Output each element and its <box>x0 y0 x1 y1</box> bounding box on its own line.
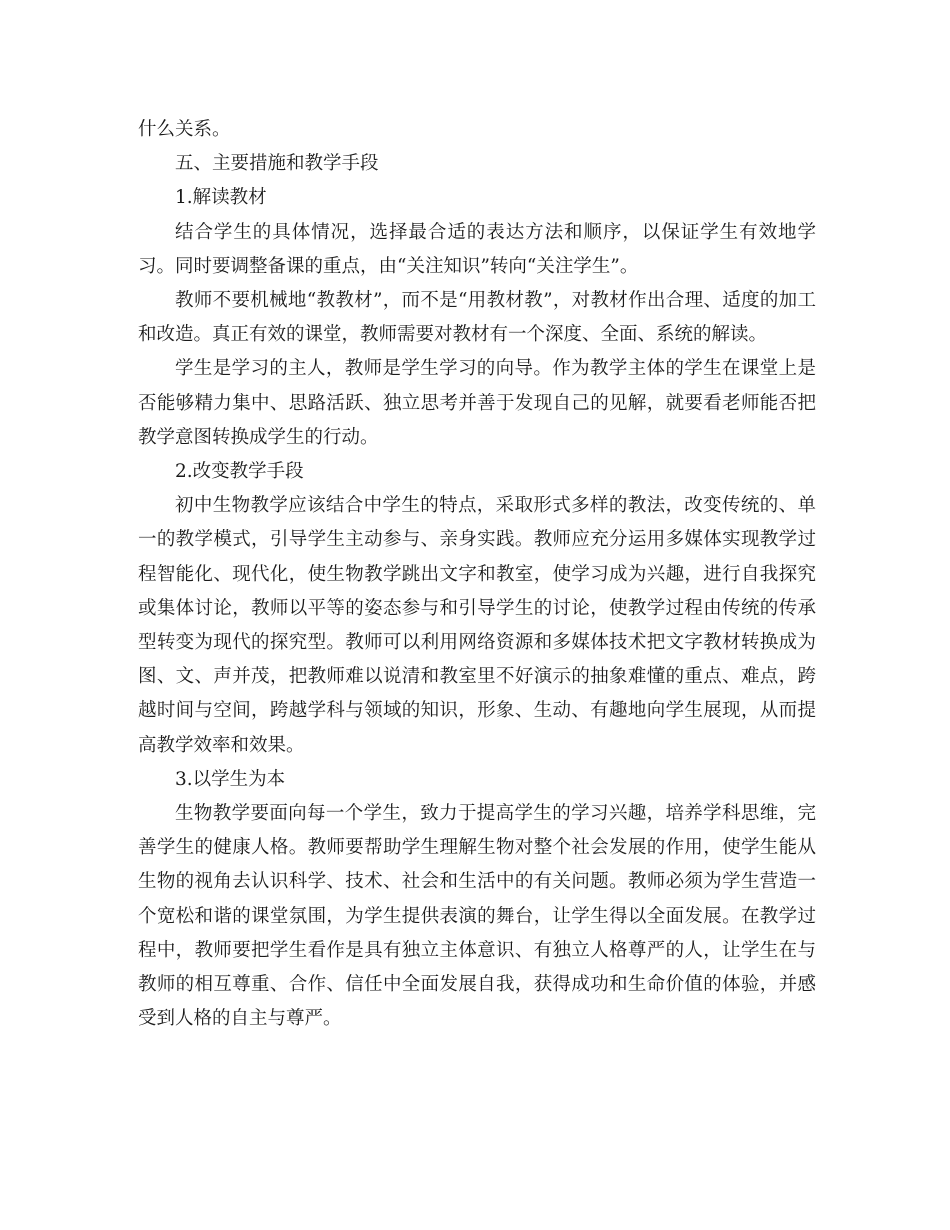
paragraph: 结合学生的具体情况，选择最合适的表达方法和顺序，以保证学生有效地学习。同时要调整备课的重点，由“关注知识”转向“关注学生”。 <box>138 221 816 277</box>
paragraph: 生物教学要面向每一个学生，致力于提高学生的学习兴趣，培养学科思维，完善学生的健康人格。教师要帮助学生理解生物对整个社会发展的作用，使学生能从生物的视角去认识科学、技术、社会和生活中的有关问题。教师必须为学生营造一个宽松和谐的课堂氛围，为学生提供表演的舞台，让学生得以全面发展。在教学过程中，教师要把学生看作是具有独立主体意识、有独立人格尊严的人，让学生在与教师的相互尊重、合作、信任中全面发展自我，获得成功和生命价值的体验，并感受到人格的自主与尊严。 <box>138 803 816 1030</box>
subheading-change-teaching-methods: 2.改变教学手段 <box>175 461 304 483</box>
paragraph: 初中生物教学应该结合中学生的特点，采取形式多样的教法，改变传统的、单一的教学模式，引导学生主动参与、亲身实践。教师应充分运用多媒体实现教学过程智能化、现代化，使生物教学跳出文字和教室，使学习成为兴趣，进行自我探究或集体讨论，教师以平等的姿态参与和引导学生的讨论，使教学过程由传统的传承型转变为现代的探究型。教师可以利用网络资源和多媒体技术把文字教材转换成为图、文、声并茂，把教师难以说清和教室里不好演示的抽象难懂的重点、难点，跨越时间与空间，跨越学科与领域的知识，形象、生动、有趣地向学生展现，从而提高教学效率和效果。 <box>138 495 816 756</box>
subheading-interpret-textbook: 1.解读教材 <box>175 187 267 209</box>
subheading-student-centered: 3.以学生为本 <box>175 768 286 790</box>
document-body <box>138 113 816 1036</box>
paragraph: 学生是学习的主人，教师是学生学习的向导。作为教学主体的学生在课堂上是否能够精力集中、思路活跃、独立思考并善于发现自己的见解，就要看老师能否把教学意图转换成学生的行动。 <box>138 358 816 448</box>
paragraph: 教师不要机械地“教教材”，而不是“用教材教”，对教材作出合理、适度的加工和改造。真正有效的课堂，教师需要对教材有一个深度、全面、系统的解读。 <box>138 290 816 346</box>
section-heading-measures: 五、主要措施和教学手段 <box>175 153 379 175</box>
paragraph-continuation: 什么关系。 <box>138 119 231 140</box>
